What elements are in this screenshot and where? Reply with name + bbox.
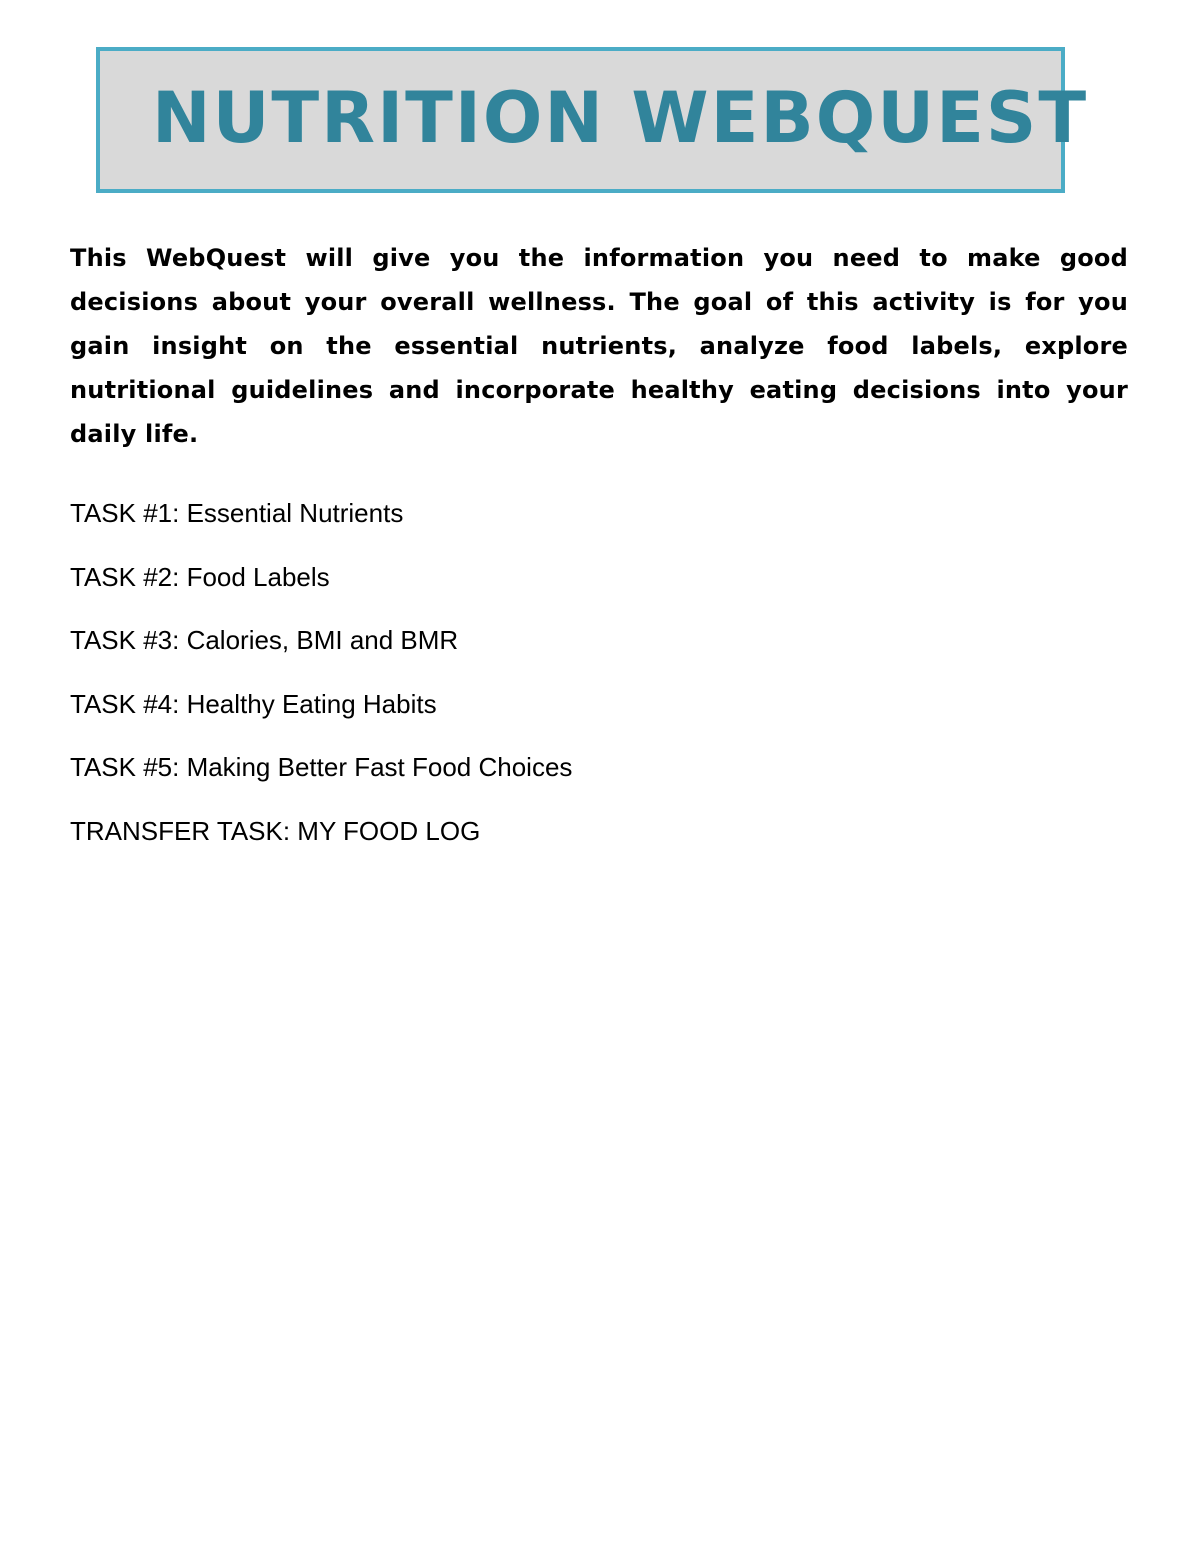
task-item-1: TASK #1: Essential Nutrients [70, 498, 404, 528]
task-item-2: TASK #2: Food Labels [70, 561, 330, 592]
task-item-5: TASK #5: Making Better Fast Food Choices [70, 752, 573, 782]
title-box [96, 47, 1089, 193]
transfer-task-item: TRANSFER TASK: MY FOOD LOG [70, 815, 481, 846]
task-list [70, 493, 572, 874]
intro-paragraph: This WebQuest will give you the information you need to make good decisions about your overall wellness. The goal of this activity is for you gain insight on the essential nutrients, analyze food labels, explore nutritional guidelines and incorporate healthy eating decisions into your daily life. [70, 244, 1128, 448]
task-item-3: TASK #3: Calories, BMI and BMR [70, 625, 459, 655]
task-item-4: TASK #4: Healthy Eating Habits [70, 688, 437, 719]
page-title: NUTRITION WEBQUEST [152, 77, 1089, 159]
